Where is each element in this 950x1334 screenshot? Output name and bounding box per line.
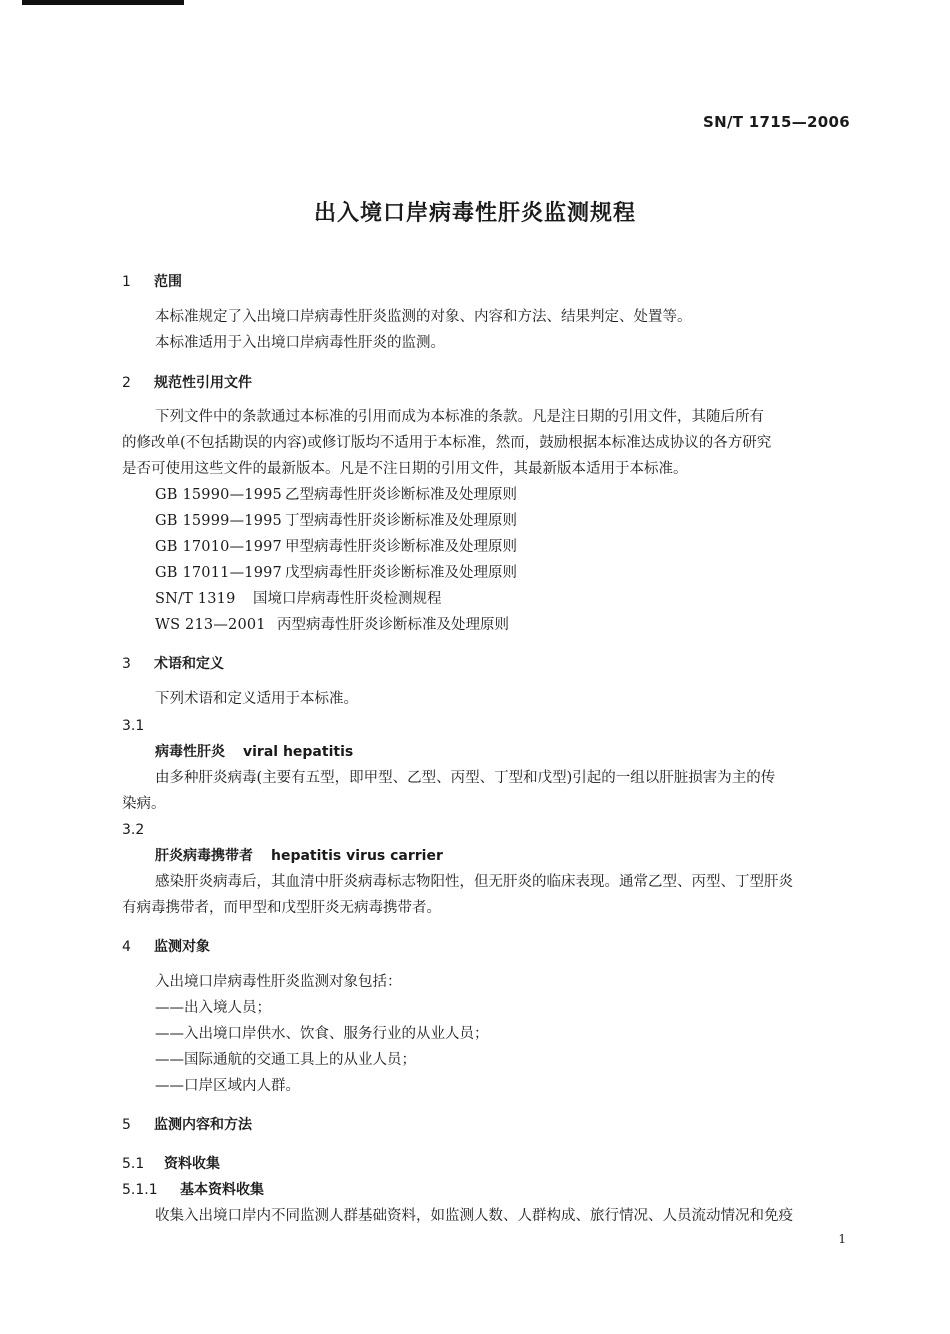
paragraph: 下列术语和定义适用于本标准。 (155, 691, 358, 707)
list-item: ——出入境人员； (155, 1000, 271, 1016)
subsection-title: 基本资料收集 (180, 1182, 264, 1198)
reference-item (155, 537, 517, 557)
reference-code: GB 17010—1997 (155, 539, 282, 555)
section-number: 3 (122, 656, 131, 672)
term-chinese: 肝炎病毒携带者 (155, 848, 253, 864)
reference-title: 甲型病毒性肝炎诊断标准及处理原则 (285, 539, 517, 555)
reference-code: GB 15999—1995 (155, 513, 282, 529)
section-3-heading (122, 654, 224, 674)
reference-code: GB 17011—1997 (155, 565, 282, 581)
reference-title: 丙型病毒性肝炎诊断标准及处理原则 (277, 617, 509, 633)
reference-title: 乙型病毒性肝炎诊断标准及处理原则 (285, 487, 517, 503)
section-number: 5 (122, 1117, 131, 1133)
section-4-heading (122, 937, 210, 957)
reference-item (155, 563, 517, 583)
reference-item (155, 615, 509, 635)
standard-code: SN/T 1715—2006 (703, 113, 850, 131)
term-heading (155, 742, 353, 762)
term-chinese: 病毒性肝炎 (155, 744, 225, 760)
reference-code: WS 213—2001 (155, 617, 266, 633)
section-number: 4 (122, 939, 131, 955)
reference-title: 国境口岸病毒性肝炎检测规程 (253, 591, 442, 607)
term-definition-continuation: 染病。 (122, 796, 166, 812)
term-definition-continuation: 有病毒携带者，而甲型和戊型肝炎无病毒携带者。 (122, 900, 441, 916)
subsection-number: 5.1 (122, 1156, 145, 1172)
paragraph: 收集入出境口岸内不同监测人群基础资料，如监测人数、人群构成、旅行情况、人员流动情况和免疫 (155, 1208, 793, 1224)
list-item: ——国际通航的交通工具上的从业人员； (155, 1052, 416, 1068)
list-item: ——口岸区域内人群。 (155, 1078, 300, 1094)
subsection-5-1-heading (122, 1154, 220, 1174)
section-title: 范围 (154, 274, 182, 290)
list-item: ——入出境口岸供水、饮食、服务行业的从业人员； (155, 1026, 489, 1042)
document-title: 出入境口岸病毒性肝炎监测规程 (313, 201, 636, 226)
page-number: 1 (838, 1232, 846, 1246)
section-title: 规范性引用文件 (154, 375, 252, 391)
paragraph-continuation: 的修改单(不包括勘误的内容)或修订版均不适用于本标准，然而，鼓励根据本标准达成协议的各方研究 (122, 435, 772, 451)
subsection-number: 5.1.1 (122, 1182, 158, 1198)
reference-code: SN/T 1319 (155, 591, 236, 607)
paragraph: 下列文件中的条款通过本标准的引用而成为本标准的条款。凡是注日期的引用文件，其随后所有 (155, 409, 764, 425)
paragraph: 本标准适用于入出境口岸病毒性肝炎的监测。 (155, 335, 445, 351)
section-number: 2 (122, 375, 131, 391)
reference-item (155, 485, 517, 505)
top-rule (22, 0, 184, 5)
section-title: 术语和定义 (154, 656, 224, 672)
reference-item (155, 589, 442, 609)
reference-title: 戊型病毒性肝炎诊断标准及处理原则 (285, 565, 517, 581)
paragraph: 入出境口岸病毒性肝炎监测对象包括： (155, 974, 402, 990)
subsection-5-1-1-heading (122, 1180, 264, 1200)
term-definition: 由多种肝炎病毒(主要有五型，即甲型、乙型、丙型、丁型和戊型)引起的一组以肝脏损害为主的传 (155, 770, 776, 786)
term-number: 3.2 (122, 822, 145, 838)
term-heading (155, 846, 443, 866)
reference-code: GB 15990—1995 (155, 487, 282, 503)
subsection-title: 资料收集 (164, 1156, 220, 1172)
section-2-heading (122, 373, 252, 393)
term-english: viral hepatitis (243, 744, 354, 760)
paragraph-continuation: 是否可使用这些文件的最新版本。凡是不注日期的引用文件，其最新版本适用于本标准。 (122, 461, 688, 477)
reference-title: 丁型病毒性肝炎诊断标准及处理原则 (285, 513, 517, 529)
section-5-heading (122, 1115, 252, 1135)
term-definition: 感染肝炎病毒后，其血清中肝炎病毒标志物阳性，但无肝炎的临床表现。通常乙型、丙型、丁型肝炎 (155, 874, 793, 890)
section-title: 监测内容和方法 (154, 1117, 252, 1133)
paragraph: 本标准规定了入出境口岸病毒性肝炎监测的对象、内容和方法、结果判定、处置等。 (155, 309, 692, 325)
term-english: hepatitis virus carrier (271, 848, 443, 864)
section-title: 监测对象 (154, 939, 210, 955)
term-number: 3.1 (122, 718, 145, 734)
section-1-heading (122, 272, 182, 292)
section-number: 1 (122, 274, 131, 290)
reference-item (155, 511, 517, 531)
